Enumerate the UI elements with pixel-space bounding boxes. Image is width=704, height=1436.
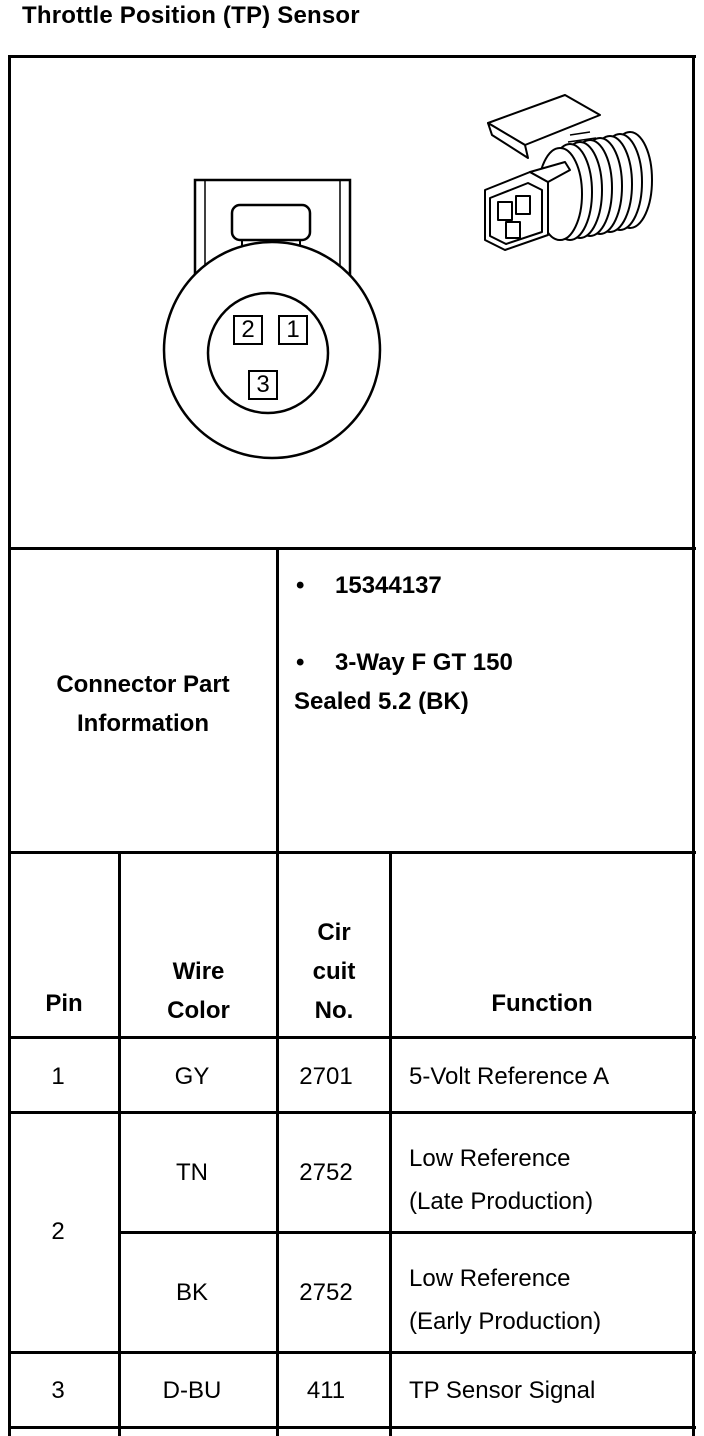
connector-info-label bbox=[10, 665, 276, 743]
row-2b-function bbox=[409, 1257, 601, 1343]
row-2a-function bbox=[409, 1137, 593, 1223]
table-row-divider bbox=[8, 1351, 696, 1354]
row-1-function: 5-Volt Reference A bbox=[409, 1063, 610, 1090]
header-circuit-no bbox=[279, 913, 389, 1030]
header-wire-color bbox=[121, 952, 276, 1030]
pin-1-label: 1 bbox=[278, 315, 308, 345]
header-circuit-line1: Cir bbox=[317, 919, 351, 946]
row-2a-function-line2: (Late Production) bbox=[409, 1188, 594, 1215]
row-2b-function-line1: Low Reference bbox=[409, 1265, 571, 1292]
header-wire-color-line1: Wire bbox=[172, 958, 225, 985]
header-function: Function bbox=[491, 990, 593, 1017]
header-wire-color-line2: Color bbox=[167, 997, 230, 1024]
row-3-pin: 3 bbox=[51, 1377, 65, 1404]
header-circuit-line2: cuit bbox=[312, 958, 356, 985]
row-2a-function-line1: Low Reference bbox=[409, 1145, 571, 1172]
pin-3-label: 3 bbox=[248, 370, 278, 400]
section-divider-connector-info bbox=[8, 851, 696, 854]
row-1-pin: 1 bbox=[51, 1063, 65, 1090]
table-header-bottom-border bbox=[8, 1036, 696, 1039]
row-3-function: TP Sensor Signal bbox=[409, 1377, 596, 1404]
connector-info-divider bbox=[276, 547, 279, 854]
connector-3d-illustration bbox=[470, 90, 670, 260]
header-circuit-line3: No. bbox=[314, 997, 354, 1024]
table-row-divider bbox=[8, 1426, 696, 1429]
header-pin: Pin bbox=[45, 990, 83, 1017]
row-1-wire-color: GY bbox=[174, 1063, 210, 1090]
page-title: Throttle Position (TP) Sensor bbox=[22, 2, 360, 29]
connector-info-label-line2: Information bbox=[77, 710, 209, 737]
connector-face-diagram bbox=[150, 170, 390, 470]
connector-info-label-line1: Connector Part bbox=[56, 671, 230, 698]
pin-2-label: 2 bbox=[233, 315, 263, 345]
row-1-circuit: 2701 bbox=[299, 1063, 353, 1090]
section-divider-diagram bbox=[8, 547, 696, 550]
row-2b-function-line2: (Early Production) bbox=[409, 1308, 602, 1335]
table-row-divider bbox=[8, 1111, 696, 1114]
row-3-circuit: 411 bbox=[306, 1377, 346, 1404]
frame-right-border bbox=[692, 55, 695, 1436]
table-column-divider bbox=[118, 851, 121, 1436]
bullet-marker: • bbox=[296, 649, 305, 676]
bullet-marker: • bbox=[296, 572, 305, 599]
connector-description-cont: Sealed 5.2 (BK) bbox=[294, 688, 469, 715]
row-2a-circuit: 2752 bbox=[299, 1159, 353, 1186]
part-number: 15344137 bbox=[335, 572, 442, 599]
row-2b-circuit: 2752 bbox=[299, 1279, 353, 1306]
row-3-wire-color: D-BU bbox=[162, 1377, 222, 1404]
frame-top-border bbox=[8, 55, 696, 58]
connector-description: 3-Way F GT 150 bbox=[335, 649, 513, 676]
table-row-divider bbox=[118, 1231, 696, 1234]
row-2-pin: 2 bbox=[51, 1218, 65, 1245]
table-column-divider bbox=[389, 851, 392, 1436]
row-2a-wire-color: TN bbox=[176, 1159, 208, 1186]
row-2b-wire-color: BK bbox=[175, 1279, 208, 1306]
